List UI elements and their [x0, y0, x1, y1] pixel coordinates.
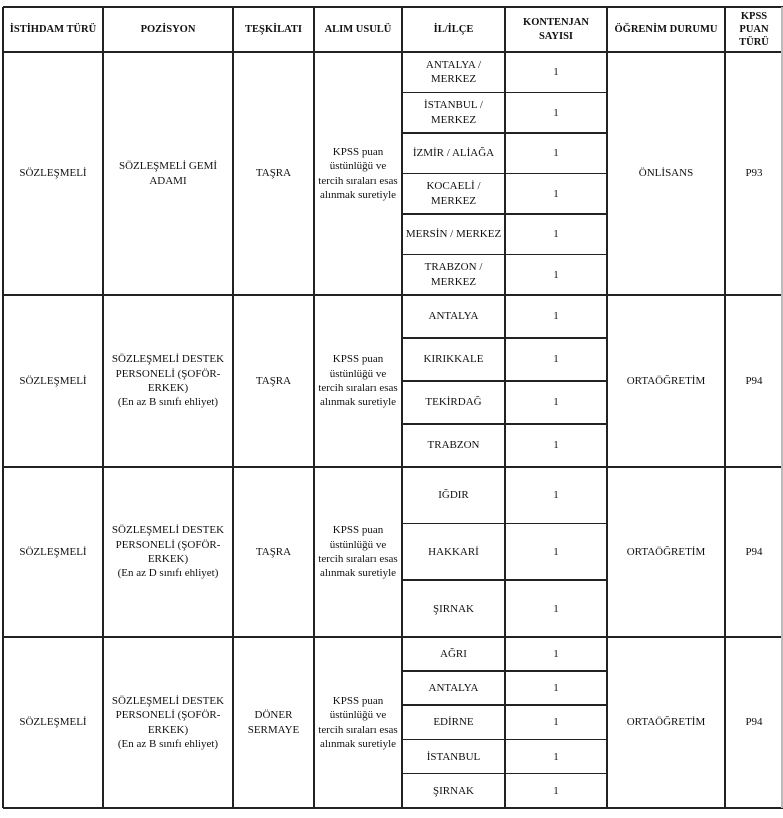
organization-cell: DÖNER SERMAYE — [247, 709, 300, 736]
header-quota: KONTENJAN SAYISI — [523, 17, 589, 42]
header-education: ÖĞRENİM DURUMU — [614, 23, 718, 35]
column-divider — [313, 7, 315, 808]
position-cell: SÖZLEŞMELİ DESTEK PERSONELİ (ŞOFÖR- ERKEK) (En az D sınıfı ehliyet) — [111, 524, 225, 580]
method-cell: KPSS puan üstünlüğü ve tercih sıraları esas alınmak suretiyle — [318, 694, 398, 750]
score-type-cell: P93 — [745, 167, 763, 180]
score-type-cell: P94 — [745, 545, 763, 558]
header-method: ALIM USULÜ — [324, 23, 392, 35]
group-divider — [3, 807, 783, 809]
quota-cell: 1 — [553, 147, 559, 160]
column-divider — [2, 7, 4, 808]
employment-type-cell: SÖZLEŞMELİ — [19, 374, 87, 387]
quota-cell: 1 — [553, 489, 559, 502]
location-cell: TRABZON — [427, 439, 480, 452]
quota-cell: 1 — [553, 353, 559, 366]
location-cell: KIRIKKALE — [423, 353, 484, 366]
location-cell: ANTALYA — [428, 682, 479, 695]
score-type-cell: P94 — [745, 374, 763, 387]
location-cell: ANTALYA — [428, 310, 479, 323]
quota-cell: 1 — [553, 268, 559, 281]
location-cell: AĞRI — [440, 647, 467, 660]
location-cell: İSTANBUL — [426, 750, 481, 763]
method-cell: KPSS puan üstünlüğü ve tercih sıraları esas alınmak suretiyle — [318, 353, 398, 409]
score-type-cell: P94 — [745, 716, 763, 729]
location-cell: ANTALYA / MERKEZ — [425, 58, 482, 86]
organization-cell: TAŞRA — [255, 374, 292, 387]
group-divider — [3, 294, 783, 296]
education-cell: ORTAÖĞRETİM — [626, 374, 706, 387]
location-cell: İZMİR / ALİAĞA — [412, 147, 495, 160]
education-cell: ORTAÖĞRETİM — [626, 716, 706, 729]
quota-cell: 1 — [553, 106, 559, 119]
group-divider — [3, 466, 783, 468]
column-divider — [504, 7, 506, 808]
quota-cell: 1 — [553, 682, 559, 695]
organization-cell: TAŞRA — [255, 167, 292, 180]
quota-cell: 1 — [553, 396, 559, 409]
location-cell: TEKİRDAĞ — [425, 396, 482, 409]
header-location: İL/İLÇE — [433, 23, 474, 35]
location-cell: İSTANBUL / MERKEZ — [424, 99, 483, 126]
header-position: POZİSYON — [140, 23, 196, 35]
method-cell: KPSS puan üstünlüğü ve tercih sıraları esas alınmak suretiyle — [318, 524, 398, 580]
column-divider — [102, 7, 104, 808]
header-bottom-border — [3, 51, 783, 53]
method-cell: KPSS puan üstünlüğü ve tercih sıraları esas alınmak suretiyle — [318, 145, 398, 201]
quota-cell: 1 — [553, 66, 559, 79]
group-divider — [3, 636, 783, 638]
quota-cell: 1 — [553, 784, 559, 797]
quota-cell: 1 — [553, 439, 559, 452]
quota-cell: 1 — [553, 647, 559, 660]
column-divider — [724, 7, 726, 808]
employment-type-cell: SÖZLEŞMELİ — [19, 545, 87, 558]
location-cell: HAKKARİ — [428, 545, 479, 558]
quota-cell: 1 — [553, 228, 559, 241]
quota-cell: 1 — [553, 750, 559, 763]
organization-cell: TAŞRA — [255, 545, 292, 558]
position-cell: SÖZLEŞMELİ DESTEK PERSONELİ (ŞOFÖR- ERKEK) (En az B sınıfı ehliyet) — [111, 694, 225, 750]
quota-cell: 1 — [553, 310, 559, 323]
quota-cell: 1 — [553, 187, 559, 200]
quota-cell: 1 — [553, 602, 559, 615]
location-cell: KOCAELİ / MERKEZ — [426, 180, 481, 207]
header-employment-type: İSTİHDAM TÜRÜ — [9, 23, 97, 35]
employment-type-cell: SÖZLEŞMELİ — [19, 716, 87, 729]
quota-cell: 1 — [553, 716, 559, 729]
quota-cell: 1 — [553, 545, 559, 558]
location-cell: ŞIRNAK — [433, 784, 474, 797]
table-top-border — [3, 6, 783, 8]
location-cell: ŞIRNAK — [433, 602, 474, 615]
location-cell: MERSİN / MERKEZ — [405, 228, 502, 241]
education-cell: ORTAÖĞRETİM — [626, 545, 706, 558]
column-divider — [401, 7, 403, 808]
position-cell: SÖZLEŞMELİ DESTEK PERSONELİ (ŞOFÖR- ERKEK) (En az B sınıfı ehliyet) — [111, 353, 225, 409]
location-cell: TRABZON / MERKEZ — [424, 261, 483, 288]
header-score-type: KPSS PUAN TÜRÜ — [739, 10, 769, 49]
header-organization: TEŞKİLATI — [245, 23, 302, 35]
location-cell: EDİRNE — [433, 716, 474, 729]
column-divider — [232, 7, 234, 808]
location-cell: IĞDIR — [438, 489, 469, 502]
column-divider — [606, 7, 608, 808]
position-cell: SÖZLEŞMELİ GEMİ ADAMI — [118, 160, 218, 187]
education-cell: ÖNLİSANS — [638, 167, 694, 180]
employment-type-cell: SÖZLEŞMELİ — [19, 167, 87, 180]
